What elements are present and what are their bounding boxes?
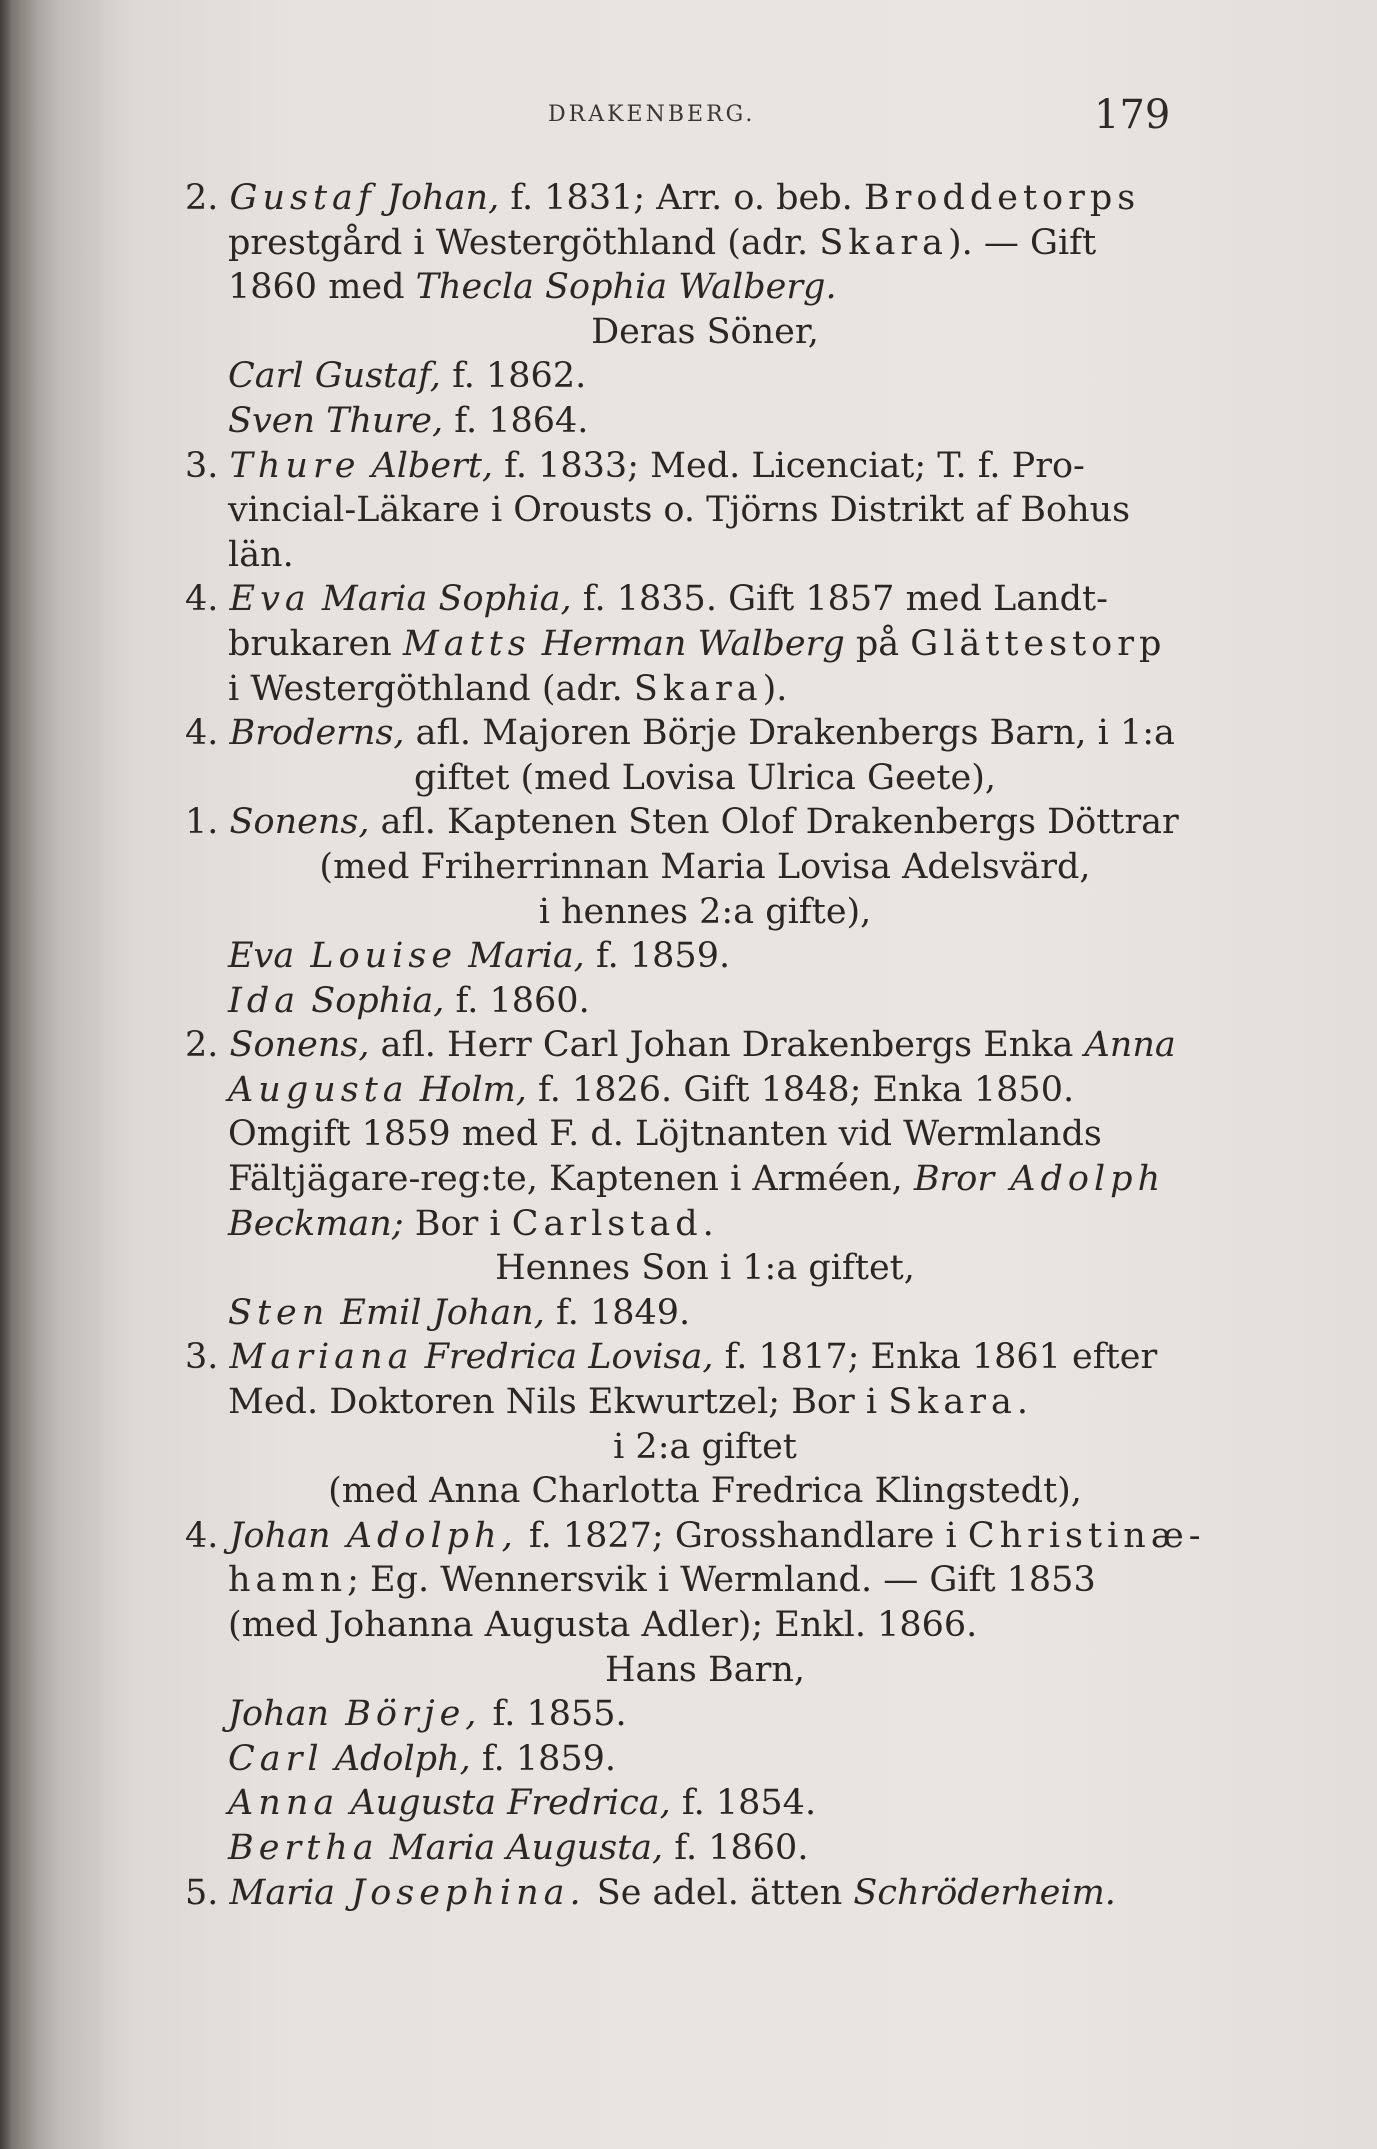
italic-name-text: Sonens,	[229, 1025, 370, 1066]
italic-name-text: Holm,	[408, 1069, 527, 1110]
text-segment: afl. Herr Carl Johan Drakenbergs Enka	[369, 1025, 1085, 1066]
text-line	[185, 444, 1225, 489]
italic-name-text: Fredrica Lovisa,	[413, 1337, 714, 1378]
text-segment: i 2:a giftet	[613, 1426, 797, 1467]
text-segment: prestgård i Westergöthland (adr.	[228, 222, 820, 263]
text-segment: (med Johanna Augusta Adler); Enkl. 1866.	[228, 1605, 978, 1645]
italic-name-text: Börje,	[329, 1694, 482, 1735]
text-line	[185, 711, 1225, 756]
text-segment: Fältjägare-reg:te, Kaptenen i Arméen,	[228, 1159, 914, 1200]
text-line	[185, 310, 1225, 355]
text-segment: f. 1849.	[544, 1292, 691, 1333]
text-segment: (med Friherrinnan Maria Lovisa Adelsvärd,	[319, 846, 1091, 887]
text-segment: 4.	[185, 713, 230, 754]
italic-name-text: Schröderheim.	[853, 1872, 1116, 1913]
text-line	[185, 845, 1225, 890]
page-number: 179	[1094, 92, 1171, 138]
text-line	[185, 1246, 1225, 1291]
text-line	[185, 1514, 1225, 1559]
text-line	[185, 176, 1225, 221]
text-line	[185, 1692, 1225, 1737]
text-segment: f. 1864.	[443, 400, 589, 441]
text-line	[185, 979, 1225, 1024]
text-line	[185, 1469, 1225, 1514]
text-segment: Hans Barn,	[604, 1649, 805, 1690]
text-segment: 3.	[185, 445, 230, 486]
text-segment: afl. Kaptenen Sten Olof Drakenbergs Döttrar	[369, 802, 1179, 843]
italic-name-text: Thure	[229, 445, 361, 486]
text-segment: Skara	[633, 668, 763, 709]
italic-name-text: Maria Augusta,	[378, 1827, 664, 1868]
text-segment: brukaren	[228, 623, 403, 664]
text-segment: 3.	[185, 1337, 230, 1378]
text-segment: i Westergöthland (adr.	[228, 668, 634, 709]
text-line	[185, 1068, 1225, 1113]
italic-name-text: Sophia,	[300, 980, 445, 1021]
text-segment: ; Eg. Wennersvik i Wermland. — Gift 1853	[347, 1560, 1096, 1601]
italic-name-text: Adolph,	[323, 1738, 471, 1779]
text-line	[185, 1425, 1225, 1470]
text-segment: .	[1016, 1382, 1028, 1423]
text-segment: .	[702, 1203, 714, 1244]
text-segment: Se adel. ätten	[585, 1872, 854, 1913]
text-line	[185, 756, 1225, 801]
italic-name-text: Emil Johan,	[329, 1292, 545, 1333]
text-line	[185, 890, 1225, 935]
text-segment: vincial-Läkare i Orousts o. Tjörns Distrikt af Bohus	[228, 490, 1131, 531]
text-segment: Skara	[819, 222, 948, 263]
text-line	[185, 1737, 1225, 1782]
text-line	[185, 1380, 1225, 1425]
text-line	[185, 800, 1225, 845]
text-segment: f. 1859.	[470, 1738, 617, 1779]
text-line	[185, 399, 1225, 444]
italic-name-text: Thecla Sophia Walberg.	[415, 267, 837, 308]
italic-name-text: Johan	[228, 1694, 330, 1735]
text-segment: afl. Majoren Börje Drakenbergs Barn, i 1:a	[404, 713, 1175, 754]
text-line	[185, 1871, 1225, 1916]
text-line	[185, 934, 1225, 979]
text-line	[185, 1023, 1225, 1068]
text-line	[185, 622, 1225, 667]
italic-name-text: Carl Gustaf,	[228, 356, 441, 397]
text-line	[185, 1291, 1225, 1336]
italic-name-text: Gustaf	[229, 178, 376, 218]
text-segment: giftet (med Lovisa Ulrica Geete),	[414, 757, 996, 798]
italic-name-text: Broderns,	[229, 713, 405, 754]
italic-name-text: Herman Walberg	[530, 623, 845, 664]
italic-name-text: Louise	[294, 936, 458, 977]
text-segment: f. 1860.	[663, 1827, 809, 1868]
italic-name-text: Maria,	[457, 936, 585, 977]
italic-name-text: Eva	[228, 936, 295, 977]
text-line	[185, 221, 1225, 266]
text-segment: f. 1835. Gift 1857 med Landt-	[571, 579, 1108, 620]
italic-name-text: Bror	[913, 1159, 995, 1200]
text-line	[185, 533, 1225, 578]
text-segment: Broddetorps	[863, 178, 1141, 218]
text-line	[185, 577, 1225, 622]
text-line	[185, 1781, 1225, 1826]
text-segment: f. 1831; Arr. o. beb.	[499, 178, 864, 218]
running-head: DRAKENBERG.	[548, 102, 756, 127]
text-segment: f. 1817; Enka 1861 efter	[713, 1337, 1158, 1378]
text-line	[185, 1335, 1225, 1380]
text-line	[185, 1603, 1225, 1648]
italic-name-text: Maria	[229, 1872, 336, 1913]
text-line	[185, 1826, 1225, 1871]
text-segment: hamn	[228, 1560, 348, 1601]
text-line	[185, 667, 1225, 712]
text-segment: Skara	[888, 1382, 1017, 1423]
italic-name-text: Augusta Fredrica,	[339, 1783, 671, 1824]
italic-name-text: Josephina.	[335, 1872, 586, 1913]
text-segment: f. 1859.	[584, 936, 731, 977]
text-segment: 4.	[185, 1515, 230, 1556]
italic-name-text: Matts	[402, 623, 531, 664]
text-segment: 2.	[185, 178, 230, 218]
text-segment: 2.	[185, 1025, 230, 1066]
italic-name-text: Carl	[228, 1738, 324, 1779]
text-line	[185, 1157, 1225, 1202]
text-segment: f. 1833; Med. Licenciat; T. f. Pro-	[493, 445, 1085, 486]
italic-name-text: Adolph,	[330, 1515, 518, 1556]
text-segment: på	[844, 623, 911, 664]
italic-name-text: Anna	[1084, 1025, 1176, 1066]
page-header	[0, 92, 1377, 142]
italic-name-text: Sten	[228, 1292, 330, 1333]
text-segment: Hennes Son i 1:a giftet,	[495, 1248, 915, 1289]
text-line	[185, 1202, 1225, 1247]
text-segment: f. 1855.	[481, 1694, 627, 1735]
text-segment: Deras Söner,	[591, 311, 819, 352]
italic-name-text: Adolph	[994, 1159, 1166, 1200]
text-segment: 1.	[185, 802, 230, 843]
italic-name-text: Johan,	[375, 178, 500, 218]
genealogy-text-body	[185, 176, 1225, 1915]
text-segment: ).	[762, 668, 788, 709]
text-line	[185, 488, 1225, 533]
text-segment: f. 1862.	[440, 356, 587, 397]
text-segment: Bor i	[403, 1203, 512, 1244]
book-gutter-shadow	[0, 0, 140, 2149]
italic-name-text: Anna	[228, 1783, 340, 1824]
text-segment: 4.	[185, 579, 230, 620]
text-segment: f. 1860.	[444, 980, 590, 1021]
text-segment: 5.	[185, 1872, 230, 1913]
text-segment: f. 1826. Gift 1848; Enka 1850.	[526, 1069, 1075, 1110]
italic-name-text: Johan	[229, 1515, 331, 1556]
text-segment: Omgift 1859 med F. d. Löjtnanten vid Wermlands	[228, 1114, 1102, 1155]
text-segment: Med. Doktoren Nils Ekwurtzel; Bor i	[228, 1382, 889, 1423]
text-line	[185, 265, 1225, 310]
italic-name-text: Augusta	[228, 1069, 409, 1110]
text-line	[185, 1112, 1225, 1157]
text-segment: f. 1854.	[670, 1783, 817, 1824]
text-segment: (med Anna Charlotta Fredrica Klingstedt),	[328, 1471, 1082, 1512]
italic-name-text: Eva	[229, 579, 311, 620]
text-line	[185, 354, 1225, 399]
italic-name-text: Albert,	[360, 445, 494, 486]
text-segment: f. 1827; Grosshandlare i	[517, 1515, 968, 1556]
italic-name-text: Maria Sophia,	[310, 579, 572, 620]
italic-name-text: Mariana	[229, 1337, 414, 1378]
italic-name-text: Sonens,	[229, 802, 370, 843]
text-line	[185, 1648, 1225, 1693]
italic-name-text: Beckman;	[228, 1203, 404, 1244]
text-segment: 1860 med	[228, 267, 416, 308]
text-segment: Carlstad	[511, 1203, 703, 1244]
text-segment: län.	[228, 534, 294, 575]
text-segment: i hennes 2:a gifte),	[538, 891, 872, 932]
italic-name-text: Bertha	[228, 1827, 379, 1868]
italic-name-text: Sven Thure,	[228, 400, 444, 441]
text-segment: ). — Gift	[947, 222, 1097, 263]
italic-name-text: Ida	[228, 980, 301, 1021]
text-segment: Glättestorp	[910, 623, 1167, 664]
text-line	[185, 1558, 1225, 1603]
text-segment: Christinæ-	[967, 1515, 1206, 1556]
